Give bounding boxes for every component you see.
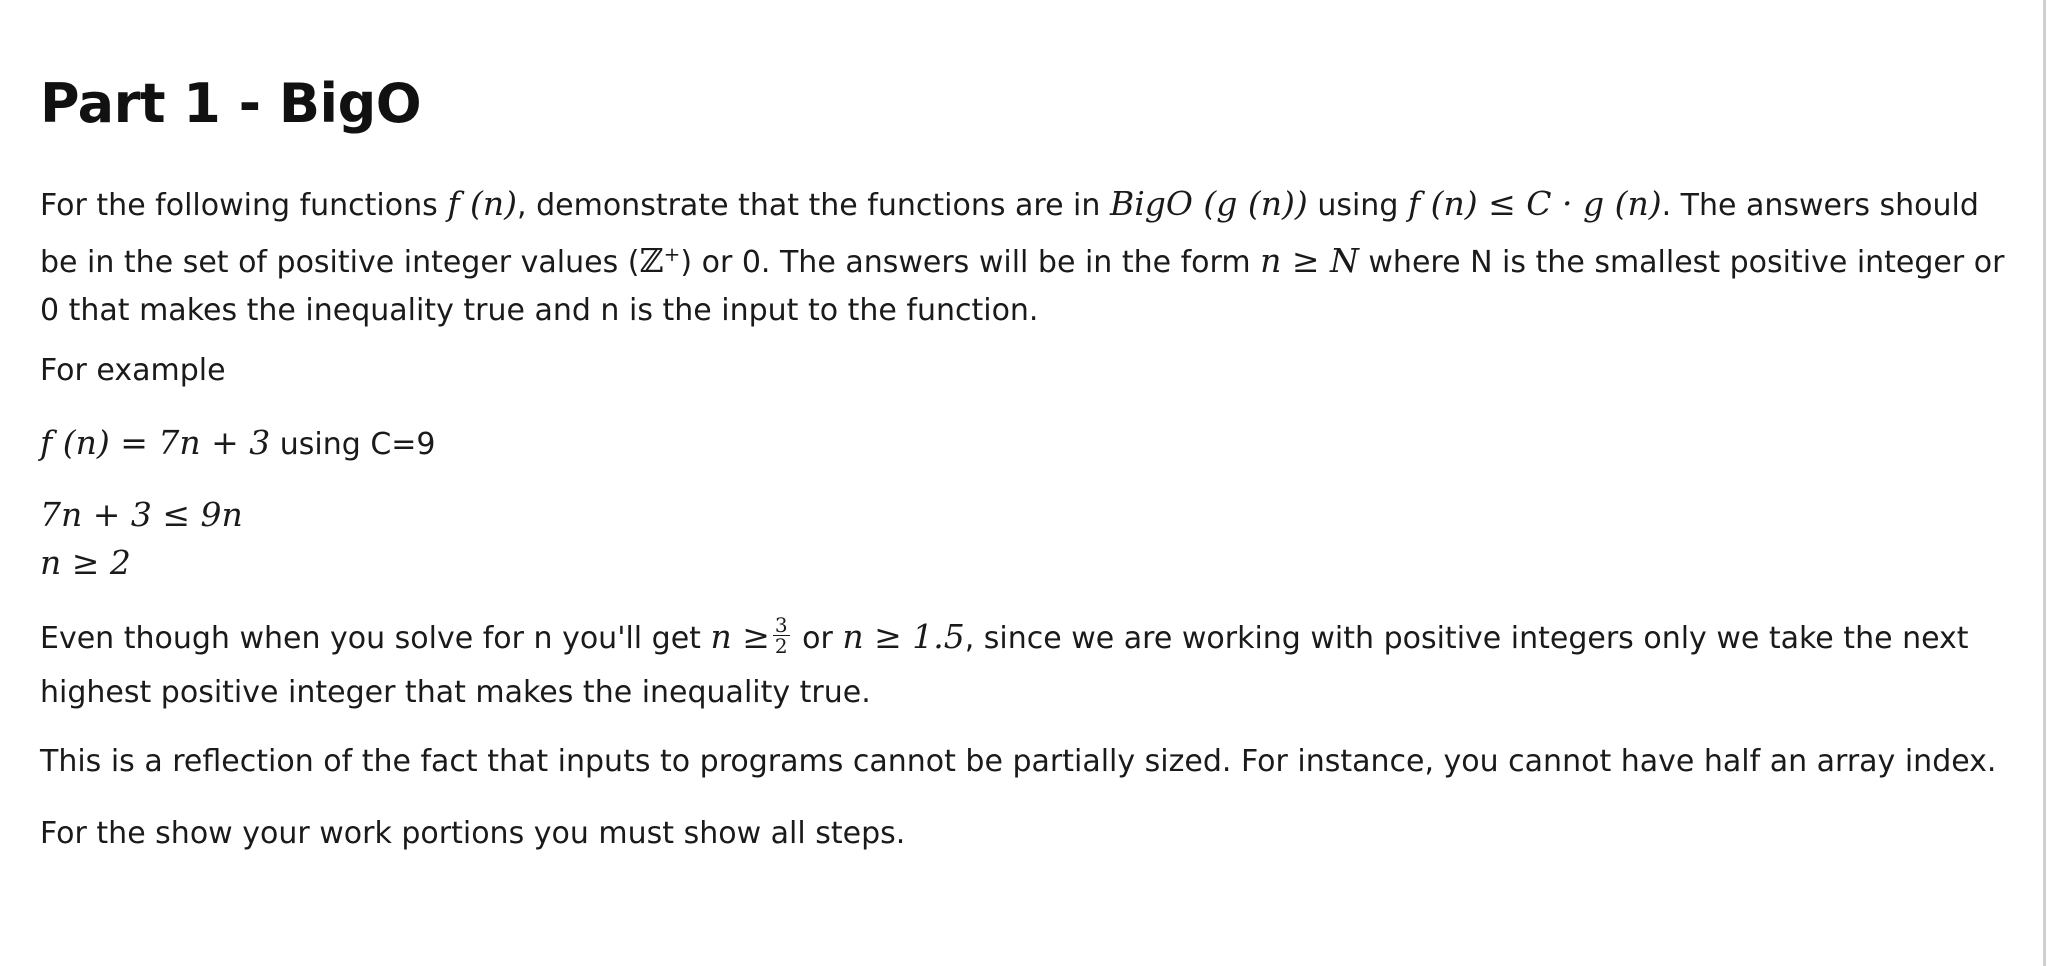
intro-math-bigo: BigO (g (n)): [1109, 184, 1308, 223]
scrollbar[interactable]: [2043, 0, 2046, 966]
example-function-text: using C=9: [270, 427, 436, 462]
intro-text-5: ) or 0. The answers will be in the form: [680, 245, 1261, 280]
intro-text-2: , demonstrate that the functions are in: [517, 188, 1110, 223]
intro-math-form: n ≥ N: [1260, 241, 1359, 280]
explain-math-2: n ≥ 1.5: [842, 617, 965, 656]
explain-math-1: n ≥: [710, 617, 770, 656]
explain-text-3: , since we are working with positive integers only we take the next highest positive integer that makes the inequality true.: [40, 621, 1969, 710]
example-inequality-2: n ≥ 2: [40, 543, 131, 582]
example-label: For example: [40, 353, 226, 388]
intro-paragraph: [40, 180, 2010, 335]
intro-text-4: . The answers should be in the set of positive integer values (: [40, 188, 1979, 280]
intro-math-fn: f (n): [447, 184, 518, 223]
fraction-denominator: 2: [774, 634, 788, 658]
intro-math-integers: ℤ: [639, 241, 664, 280]
show-work-paragraph: For the show your work portions you must show all steps.: [40, 816, 906, 851]
fraction-three-halves: [773, 615, 790, 656]
example-function-math: f (n) = 7n + 3: [40, 423, 271, 462]
fraction-numerator: 3: [774, 613, 788, 637]
explain-text-2: or: [792, 621, 843, 656]
page-title: Part 1 - BigO: [40, 72, 422, 135]
intro-text-6: where N is the smallest positive integer or 0 that makes the inequality true and n is the input to the function.: [40, 245, 2005, 328]
explain-text-1: Even though when you solve for n you'll get: [40, 621, 711, 656]
intro-math-integers-sup: +: [663, 242, 681, 266]
explanation-paragraph: [40, 610, 2010, 720]
intro-math-ineq: f (n) ≤ C · g (n): [1407, 184, 1662, 223]
reflection-paragraph: This is a reflection of the fact that inputs to programs cannot be partially sized. For instance, you cannot have half an array index.: [40, 744, 1997, 779]
intro-text-3: using: [1307, 188, 1408, 223]
example-inequality-1: 7n + 3 ≤ 9n: [40, 495, 243, 534]
example-function: [40, 419, 2010, 469]
intro-text-1: For the following functions: [40, 188, 448, 223]
